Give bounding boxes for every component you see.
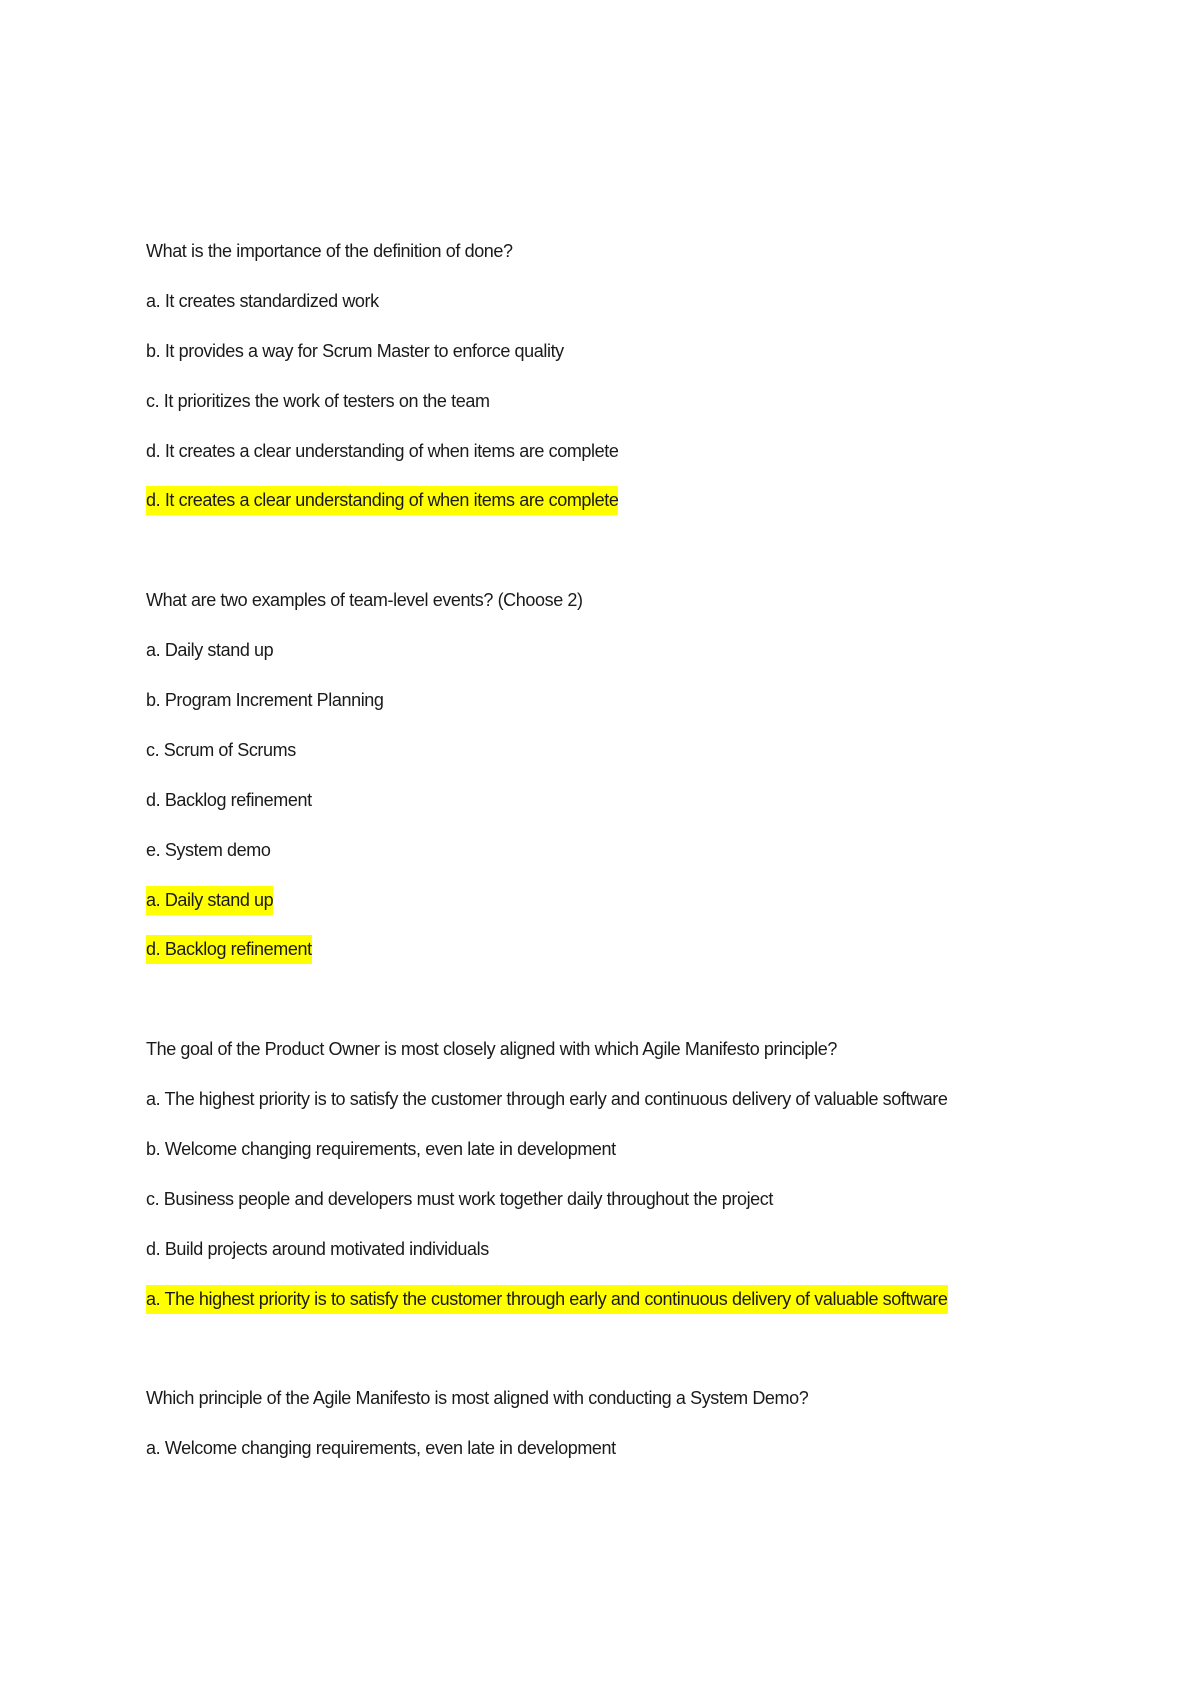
question-1-option-d: d. It creates a clear understanding of when items are complete xyxy=(146,441,619,461)
question-3-text: The goal of the Product Owner is most closely aligned with which Agile Manifesto principle? xyxy=(146,1039,837,1059)
answer-highlight: d. Backlog refinement xyxy=(146,935,312,964)
question-2-option-d: d. Backlog refinement xyxy=(146,790,312,810)
question-3-option-a: a. The highest priority is to satisfy the customer through early and continuous delivery of valuable software xyxy=(146,1089,948,1109)
question-2-option-a: a. Daily stand up xyxy=(146,640,274,660)
question-1-option-b: b. It provides a way for Scrum Master to enforce quality xyxy=(146,341,564,361)
question-3-option-c: c. Business people and developers must work together daily throughout the project xyxy=(146,1189,773,1209)
question-2-text: What are two examples of team-level events? (Choose 2) xyxy=(146,590,583,610)
question-2-option-e: e. System demo xyxy=(146,840,271,860)
question-1-option-c: c. It prioritizes the work of testers on the team xyxy=(146,391,490,411)
question-2-answer-1 xyxy=(146,889,273,911)
question-2-answer-2 xyxy=(146,938,312,960)
answer-highlight: d. It creates a clear understanding of when items are complete xyxy=(146,486,618,515)
question-1-text: What is the importance of the definition of done? xyxy=(146,241,513,261)
question-1-answer xyxy=(146,489,618,511)
answer-highlight: a. The highest priority is to satisfy the customer through early and continuous delivery of valuable software xyxy=(146,1285,948,1314)
question-3-option-d: d. Build projects around motivated individuals xyxy=(146,1239,489,1259)
question-4-option-a: a. Welcome changing requirements, even late in development xyxy=(146,1438,616,1458)
question-2-option-b: b. Program Increment Planning xyxy=(146,690,384,710)
question-4-text: Which principle of the Agile Manifesto is most aligned with conducting a System Demo? xyxy=(146,1388,809,1408)
question-2-option-c: c. Scrum of Scrums xyxy=(146,740,296,760)
question-3-option-b: b. Welcome changing requirements, even late in development xyxy=(146,1139,616,1159)
question-1-option-a: a. It creates standardized work xyxy=(146,291,379,311)
answer-highlight: a. Daily stand up xyxy=(146,886,273,915)
question-3-answer xyxy=(146,1288,948,1310)
